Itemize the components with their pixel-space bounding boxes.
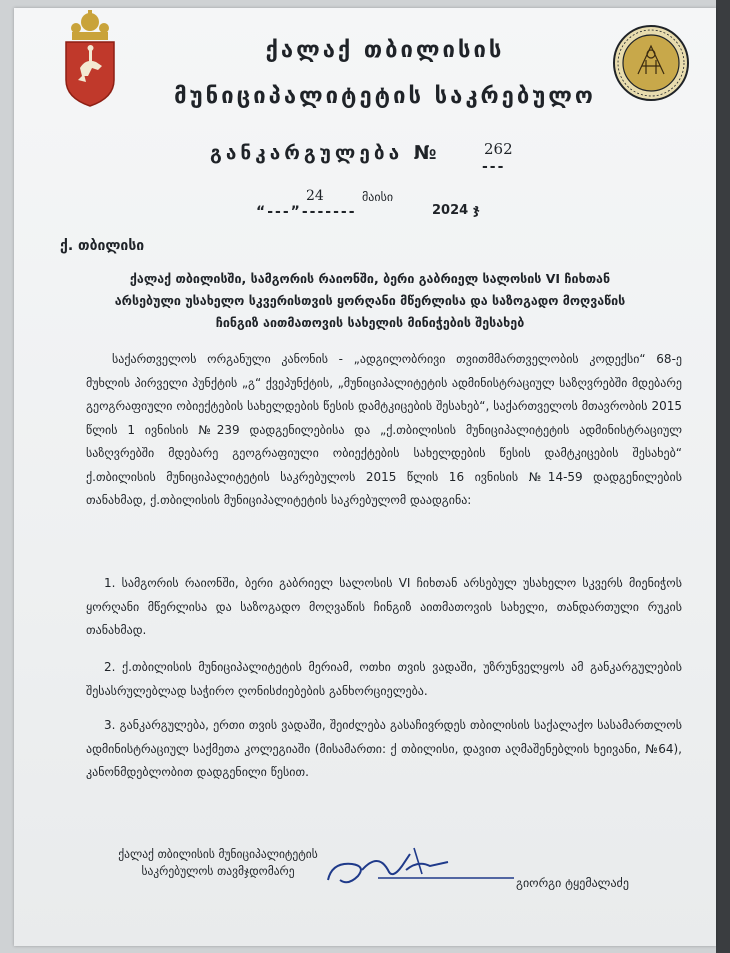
signatory-name: გიორგი ტყემალაძე <box>516 876 629 890</box>
signatory-title-line-1: ქალაქ თბილისის მუნიციპალიტეტის <box>118 847 318 861</box>
order-title: განკარგულება № <box>210 142 441 164</box>
handwritten-signature <box>318 840 528 900</box>
date-year: 2024 ჯ <box>432 203 480 218</box>
list-item: 2. ქ.თბილისის მუნიციპალიტეტის მერიამ, ოთხი თვის ვადაში, უზრუნველყოს ამ განკარგულების შესასრულებლად საჭირო ღონისძიებების განხორციელება. <box>86 660 682 698</box>
list-item: 1. სამგორის რაიონში, ბერი გაბრიელ სალოსის VI ჩიხთან არსებულ უსახელო სკვერს მიენიჭოს ყორღანი მწერლისა და საზოგადო მოღვაწის ჩინგიზ აითმათოვის სახელი, თანდართული რუკის თანახმად. <box>86 576 682 637</box>
order-number-underline: --- <box>482 159 506 175</box>
signatory-title <box>88 846 348 880</box>
header-line-1: ქალაქ თბილისის <box>265 38 505 63</box>
date-month: მაისი <box>362 190 394 204</box>
document-subject: ქალაქ თბილისში, სამგორის რაიონში, ბერი გაბრიელ სალოსის VI ჩიხთან არსებული უსახელო სკვერისთვის ყორღანი მწერლისა და საზოგადო მოღვაწის ჩინგიზ აითმათოვის სახელის მინიჭების შესახებ <box>114 271 626 330</box>
date-line: “---”------- <box>256 204 357 220</box>
signatory-title-line-2: საკრებულოს თავმჯდომარე <box>141 864 295 878</box>
preamble-paragraph: საქართველოს ორგანული კანონის - „ადგილობრივი თვითმმართველობის კოდექსი“ 68-ე მუხლის პირველი პუნქტის „გ“ ქვეპუნქტის, „მუნიციპალიტეტის ადმინისტრაციულ საზღვრებში მდებარე გეოგრაფიული ობიექტების სახელდების წესის დამტკიცების შესახებ“, საქართველოს მთავრობის 2015 წლის 1 ივნისის №239 დადგენილებისა და „ქ.თბილისის მუნიციპალიტეტის ადმინისტრაციულ საზღვრებში მდებარე გეოგრაფიული ობიექტების სახელდების წესის დამტკიცების შესახებ“ ქ.თბილისის მუნიციპალიტეტის საკრებულოს 2015 წლის 16 ივნისის №14-59 დადგენილების თანახმად, ქ.თბილისის მუნიციპალიტეტის საკრებულომ დაადგინა: <box>86 352 682 507</box>
header-line-2: მუნიციპალიტეტის საკრებულო <box>174 84 596 109</box>
order-number: 262 <box>484 140 513 158</box>
city-label: ქ. თბილისი <box>60 238 145 254</box>
date-day: 24 <box>306 188 324 204</box>
background-edge <box>716 0 730 953</box>
list-item: 3. განკარგულება, ერთი თვის ვადაში, შეიძლება გასაჩივრდეს თბილისის საქალაქო სასამართლოს ადმინისტრაციულ საქმეთა კოლეგიაში (მისამართი: ქ თბილისი, დავით აღმაშენებლის ხეივანი, №64), კანონმდებლობით დადგენილი წესით. <box>86 718 682 779</box>
